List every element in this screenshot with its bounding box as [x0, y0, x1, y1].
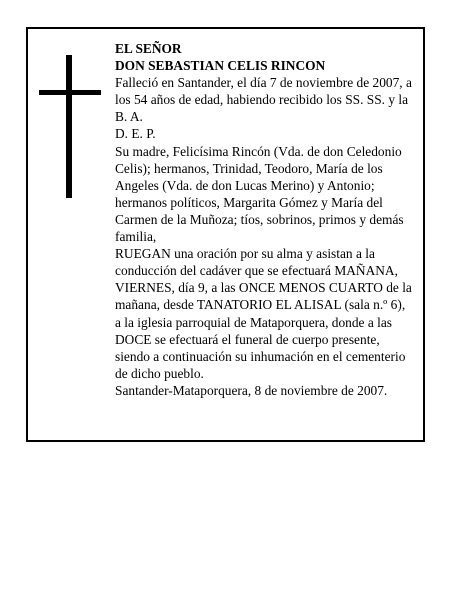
notice-line: DOCE se efectuará el funeral de cuerpo presente, — [115, 331, 380, 347]
notice-line: VIERNES, día 9, a las ONCE MENOS CUARTO de la — [115, 280, 412, 296]
notice-line: Carmen de la Muñoza; tíos, sobrinos, primos y demás — [115, 211, 404, 227]
notice-date-line: Santander-Mataporquera, 8 de noviembre de 2007. — [115, 382, 388, 398]
notice-line: mañana, desde TANATORIO EL ALISAL (sala n.º 6), — [115, 297, 406, 313]
notice-line: siendo a continuación su inhumación en el cementerio — [115, 348, 406, 364]
notice-line: Falleció en Santander, el día 7 de noviembre de 2007, a — [115, 75, 412, 91]
notice-line: B. A. — [115, 109, 143, 125]
cross-vertical-bar — [66, 55, 72, 198]
notice-line: de dicho pueblo. — [115, 365, 204, 381]
latin-cross-icon — [39, 55, 101, 198]
notice-line: RUEGAN una oración por su alma y asistan a la — [115, 246, 375, 262]
notice-line: Celis); hermanos, Trinidad, Teodoro, María de los — [115, 160, 383, 176]
notice-text — [115, 40, 421, 399]
notice-line: Su madre, Felicísima Rincón (Vda. de don Celedonio — [115, 143, 402, 159]
notice-line: hermanos políticos, Margarita Gómez y María del — [115, 194, 383, 210]
notice-line: los 54 años de edad, habiendo recibido los SS. SS. y la — [115, 92, 409, 108]
notice-line: Angeles (Vda. de don Lucas Merino) y Antonio; — [115, 177, 375, 193]
notice-line: D. E. P. — [115, 126, 156, 142]
notice-line: familia, — [115, 229, 157, 245]
notice-line: a la iglesia parroquial de Mataporquera, donde a las — [115, 314, 392, 330]
deceased-name: DON SEBASTIAN CELIS RINCON — [115, 58, 326, 74]
obituary-notice — [26, 27, 425, 442]
notice-line: conducción del cadáver que se efectuará MAÑANA, — [115, 263, 398, 279]
notice-heading: EL SEÑOR — [115, 41, 182, 56]
cross-horizontal-bar — [39, 90, 101, 95]
